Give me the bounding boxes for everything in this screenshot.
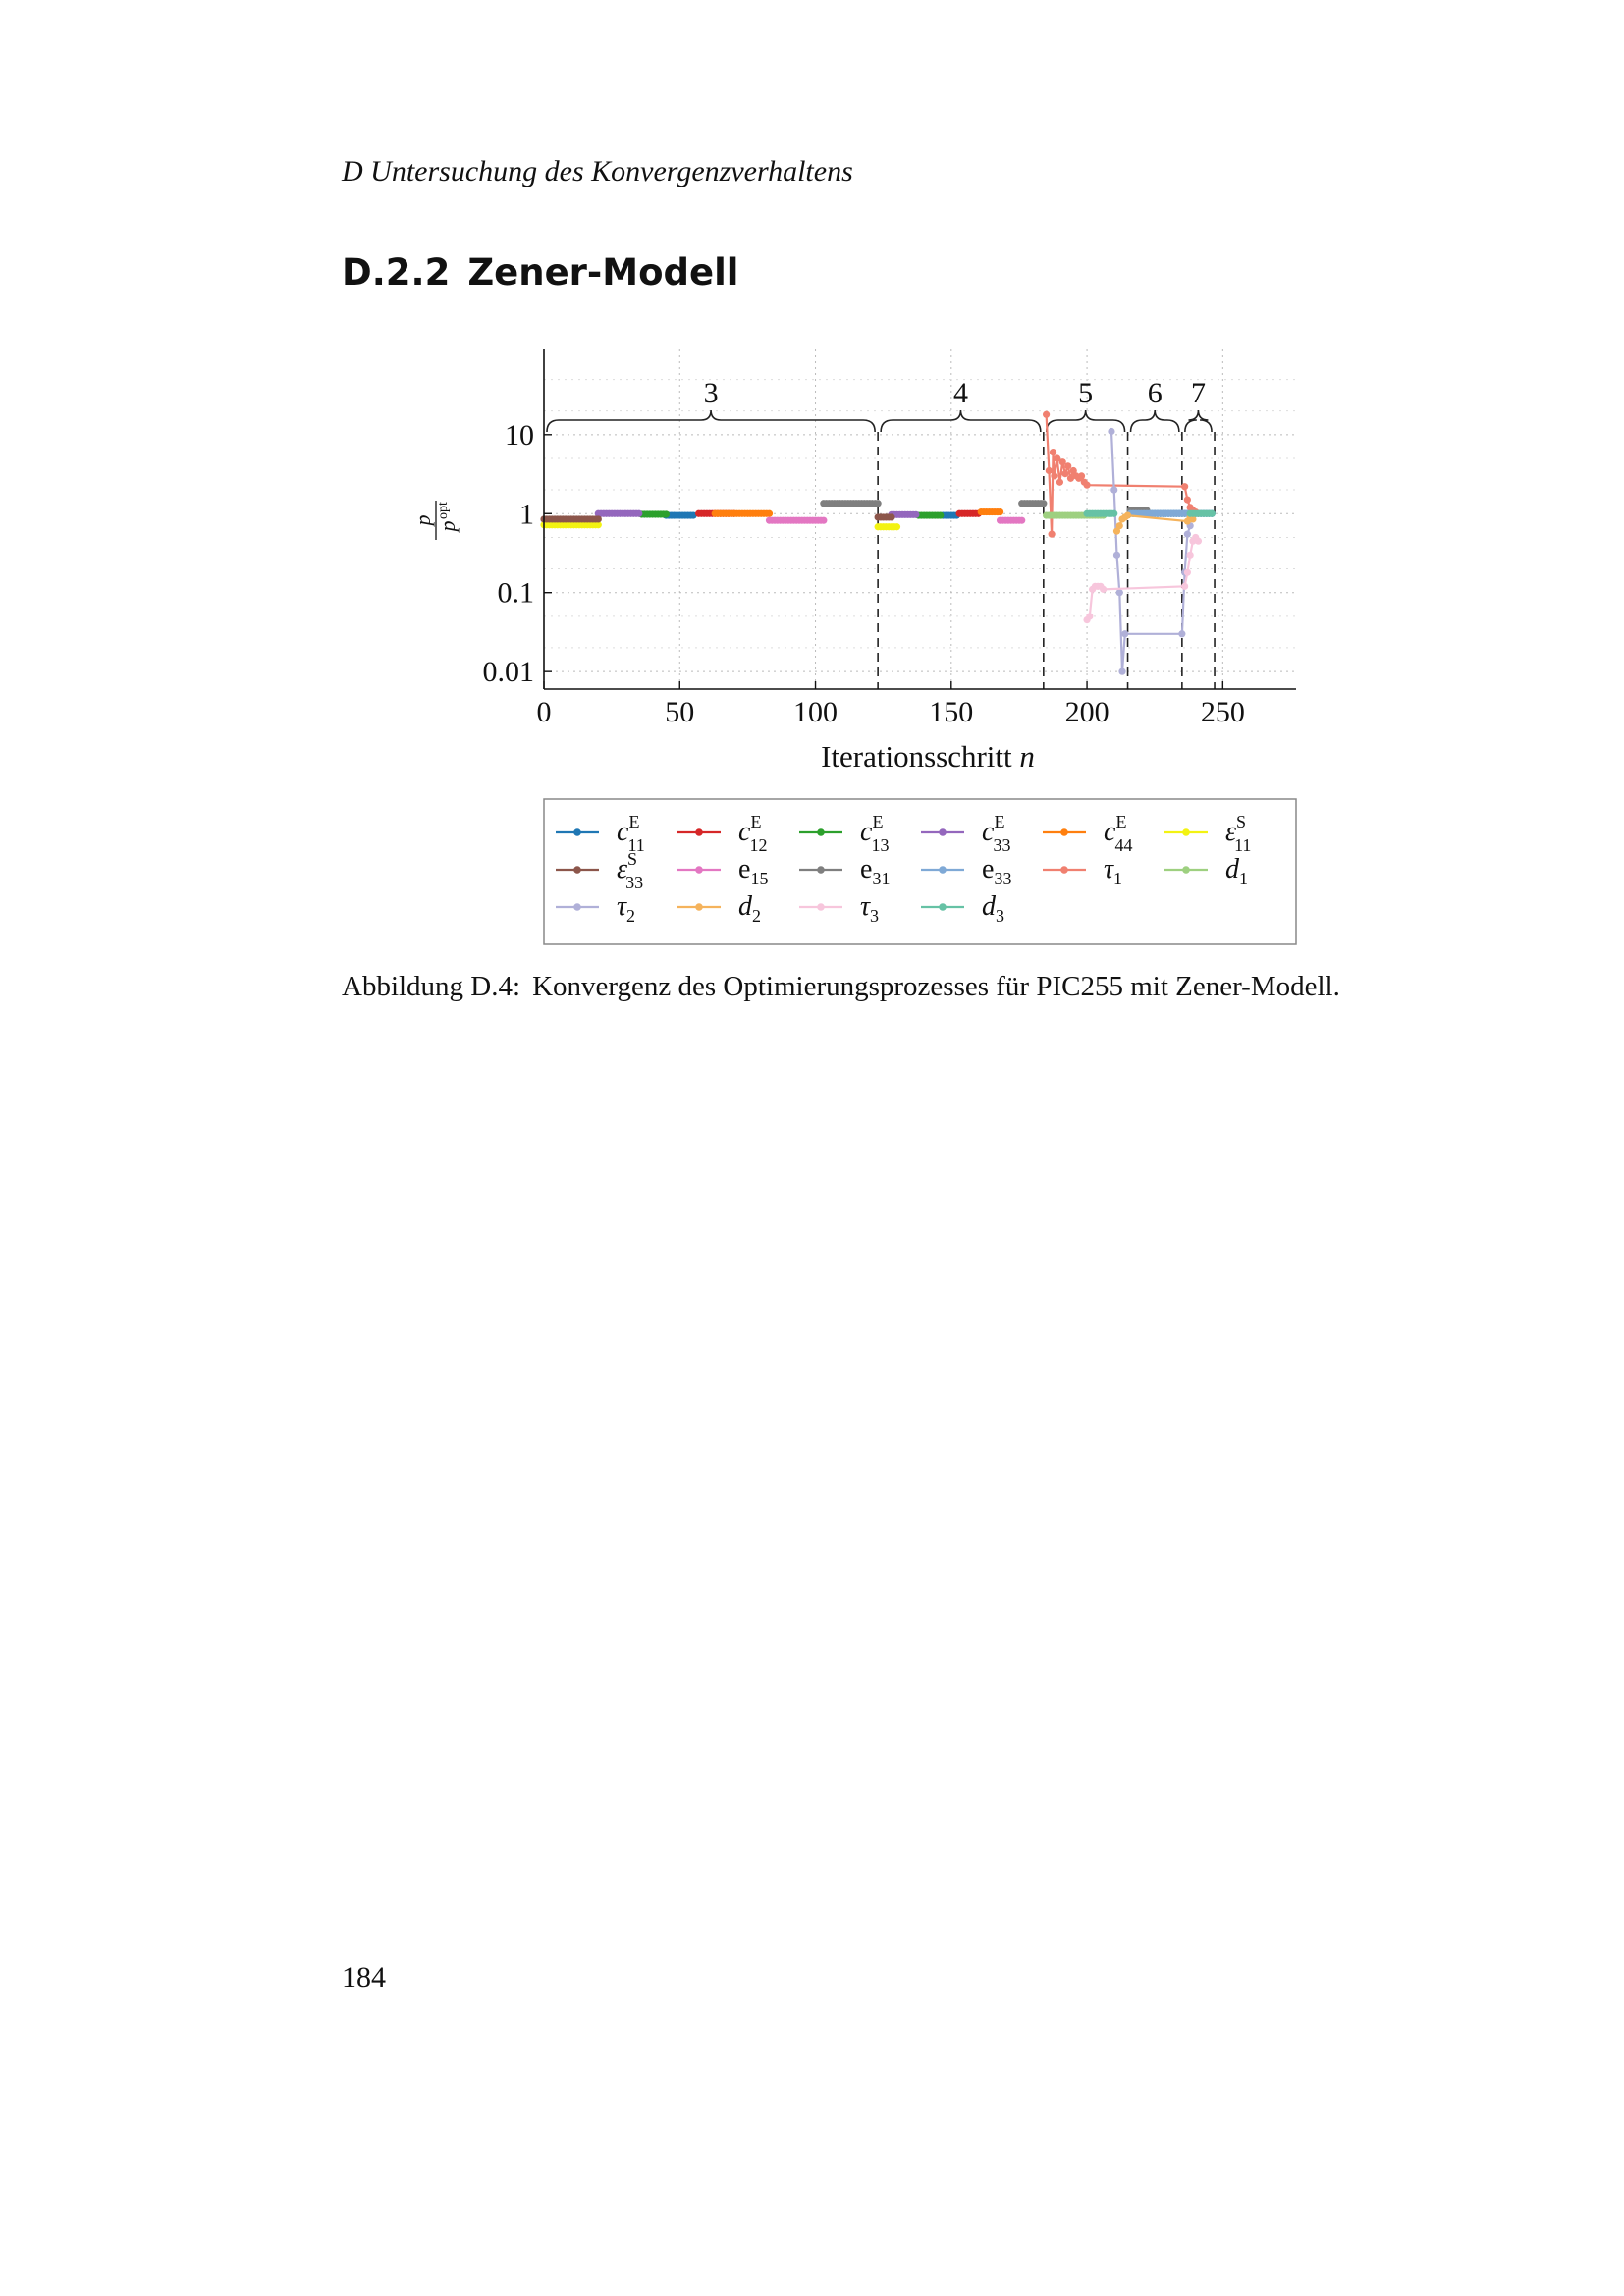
data-point xyxy=(1181,483,1188,490)
data-point xyxy=(1049,531,1056,538)
x-tick-label: 100 xyxy=(793,696,839,728)
data-point xyxy=(1113,552,1120,559)
phase-brace xyxy=(1131,410,1179,432)
chart-legend xyxy=(544,799,1296,944)
data-point xyxy=(1118,668,1125,675)
legend-label-base: e xyxy=(738,854,751,884)
x-tick-label: 50 xyxy=(665,696,695,728)
legend-label-sub: 33 xyxy=(994,869,1012,888)
y-tick-label: 1 xyxy=(519,498,534,531)
legend-label-sup: E xyxy=(1115,812,1127,831)
y-tick-label: 0.01 xyxy=(482,656,534,689)
data-point xyxy=(663,510,670,517)
y-label-denominator-sup: opt xyxy=(436,502,451,519)
data-point xyxy=(997,508,1003,515)
figure-caption xyxy=(342,967,1378,1006)
legend-swatch-marker xyxy=(939,903,947,911)
phase-brace xyxy=(881,410,1041,432)
data-point xyxy=(1050,449,1056,455)
page-number: 184 xyxy=(342,1961,386,1994)
legend-label-sub: 11 xyxy=(1234,835,1252,855)
data-point xyxy=(875,500,882,507)
x-axis-variable: n xyxy=(1019,739,1035,774)
legend-label-sub: 15 xyxy=(750,869,769,888)
legend-label-base: e xyxy=(860,854,873,884)
chart-axes xyxy=(410,349,1296,774)
legend-swatch-marker xyxy=(817,866,825,874)
legend-label-base: c xyxy=(982,817,995,847)
y-label-numerator: p xyxy=(410,514,435,526)
series-e15 xyxy=(766,517,1025,524)
data-point xyxy=(1195,538,1202,545)
convergence-chart xyxy=(0,0,1624,962)
data-point xyxy=(1178,630,1185,637)
x-tick-label: 250 xyxy=(1200,696,1245,728)
data-point xyxy=(1184,531,1191,538)
legend-swatch-marker xyxy=(817,903,825,911)
phase-label: 7 xyxy=(1190,377,1206,409)
legend-label-base: d xyxy=(738,891,752,922)
legend-swatch-marker xyxy=(573,903,581,911)
legend-label-base: τ xyxy=(1104,854,1114,884)
data-point xyxy=(1083,482,1090,489)
data-point xyxy=(1209,510,1216,517)
chart-grid xyxy=(544,349,1296,689)
data-point xyxy=(1061,470,1068,477)
legend-label-base: c xyxy=(738,817,751,847)
y-tick-label: 10 xyxy=(505,418,534,452)
data-point xyxy=(1121,630,1128,637)
data-point xyxy=(1040,500,1047,507)
legend-label-sub: 31 xyxy=(872,869,891,888)
data-point xyxy=(1100,586,1107,593)
data-point xyxy=(1051,472,1057,479)
legend-swatch-marker xyxy=(695,828,703,836)
legend-label-base: τ xyxy=(617,891,627,922)
legend-swatch-marker xyxy=(695,866,703,874)
y-axis-label xyxy=(410,501,460,540)
legend-swatch-marker xyxy=(695,903,703,911)
legend-label-base: τ xyxy=(860,891,871,922)
series-ε11S xyxy=(540,521,900,530)
data-point xyxy=(1116,589,1123,596)
legend-swatch-marker xyxy=(1060,828,1068,836)
data-point xyxy=(893,523,900,530)
legend-label-sup: E xyxy=(628,812,640,831)
legend-label-base: c xyxy=(860,817,873,847)
data-point xyxy=(1018,517,1025,524)
y-tick-label: 0.1 xyxy=(497,576,534,610)
data-point xyxy=(595,515,602,522)
data-point xyxy=(820,517,827,524)
legend-label-sub: 3 xyxy=(870,906,880,926)
legend-swatch-marker xyxy=(1060,866,1068,874)
legend-swatch-marker xyxy=(817,828,825,836)
section-title: Zener-Modell xyxy=(467,251,739,294)
running-head: D Untersuchung des Konvergenzverhaltens xyxy=(342,155,853,187)
data-point xyxy=(1181,583,1188,590)
legend-label-sub: 44 xyxy=(1114,835,1133,855)
data-point xyxy=(912,511,919,518)
data-point xyxy=(1110,486,1117,493)
legend-label-base: e xyxy=(982,854,995,884)
data-point xyxy=(1043,411,1050,418)
x-tick-label: 200 xyxy=(1064,696,1110,728)
legend-swatch-marker xyxy=(573,828,581,836)
legend-swatch-marker xyxy=(1182,828,1190,836)
legend-label-sub: 33 xyxy=(993,835,1011,855)
data-point xyxy=(635,510,642,517)
legend-label-sub: 33 xyxy=(625,873,644,892)
y-label-denominator: p xyxy=(435,520,460,532)
legend-label-sub: 1 xyxy=(1239,869,1248,888)
data-point xyxy=(1064,462,1071,469)
data-point xyxy=(1110,510,1117,517)
legend-label-sup: E xyxy=(750,812,762,831)
x-tick-label: 150 xyxy=(929,696,974,728)
phase-label: 4 xyxy=(952,377,968,409)
legend-label-sup: E xyxy=(994,812,1005,831)
legend-label-sub: 13 xyxy=(871,835,890,855)
data-point xyxy=(1108,428,1114,435)
data-point xyxy=(766,510,773,517)
legend-swatch-marker xyxy=(1182,866,1190,874)
legend-label-base: ε xyxy=(617,854,628,884)
legend-label-sub: 2 xyxy=(626,906,636,926)
phase-label: 5 xyxy=(1078,377,1094,409)
legend-swatch-marker xyxy=(939,828,947,836)
phase-label: 6 xyxy=(1147,377,1163,409)
data-point xyxy=(1116,522,1123,529)
data-point xyxy=(1124,511,1131,518)
x-axis-label: Iterationsschritt n xyxy=(821,739,1035,774)
data-point xyxy=(888,513,894,520)
data-point xyxy=(1187,552,1194,559)
legend-label-sup: S xyxy=(1236,812,1247,831)
data-point xyxy=(1078,472,1085,479)
series-τ2 xyxy=(1108,428,1193,675)
legend-swatch-marker xyxy=(573,866,581,874)
legend-label-base: ε xyxy=(1225,817,1237,847)
legend-label-sub: 2 xyxy=(752,906,761,926)
data-point xyxy=(1086,613,1093,619)
legend-label-base: c xyxy=(617,817,629,847)
legend-label-sub: 1 xyxy=(1113,869,1123,888)
caption-label: Abbildung D.4: xyxy=(342,971,521,1002)
legend-label-base: d xyxy=(1225,854,1239,884)
phase-brace xyxy=(1185,410,1212,432)
legend-label-base: c xyxy=(1104,817,1116,847)
caption-text: Konvergenz des Optimierungsprozesses für PIC255 mit Zener-Modell. xyxy=(532,971,1340,1002)
data-point xyxy=(1056,479,1063,486)
section-number: D.2.2 xyxy=(342,251,451,294)
phase-brace xyxy=(547,410,875,432)
legend-label-sup: E xyxy=(872,812,884,831)
legend-swatch-marker xyxy=(939,866,947,874)
legend-label-sub: 3 xyxy=(996,906,1004,926)
phase-label: 3 xyxy=(703,377,719,409)
legend-label-sub: 11 xyxy=(627,835,645,855)
data-point xyxy=(937,511,944,518)
legend-label-sup: S xyxy=(627,849,638,869)
legend-label-base: d xyxy=(982,891,996,922)
data-point xyxy=(1046,467,1053,474)
data-point xyxy=(1184,496,1191,503)
x-tick-label: 0 xyxy=(536,696,552,728)
data-point xyxy=(1184,569,1191,576)
legend-label-sub: 12 xyxy=(749,835,768,855)
